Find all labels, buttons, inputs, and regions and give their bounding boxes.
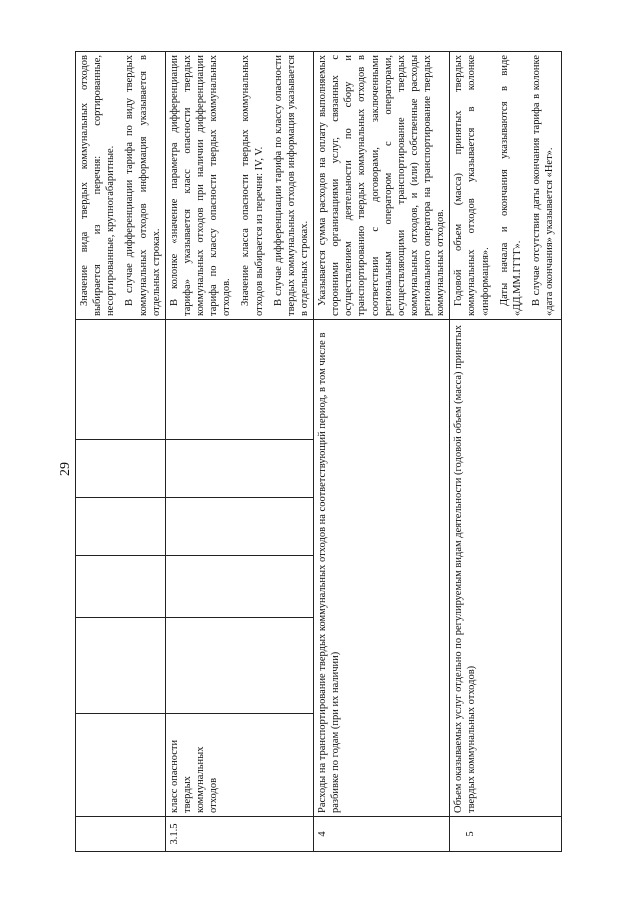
description-paragraph: В колонке «значение параметра дифференциации тарифа» указывается класс опасности твердых коммунальных отходов при наличии дифференциации тарифа по классу опасности твердых коммунальных отходов.: [168, 55, 233, 316]
row-description: [450, 52, 562, 320]
row-title: Объем оказываемых услуг отдельно по регулируемым видам деятельности (годовой объем (масса) принятых твердых коммунальных отходов): [450, 320, 562, 817]
row-description: [76, 52, 166, 320]
row-description: [314, 52, 450, 320]
row-number: 3.1.5: [165, 817, 313, 852]
row-title: класс опасности твердых коммунальных отходов: [165, 714, 313, 817]
table-cell: [165, 618, 313, 714]
table-cell: [165, 498, 313, 556]
table-cell: [165, 320, 313, 440]
description-paragraph: Значение класса опасности твердых коммунальных отходов выбирается из перечня: IV, V.: [240, 55, 265, 316]
row-description: [165, 52, 313, 320]
row-title: Расходы на транспортирование твердых коммунальных отходов на соответствующий период, в том числе в разбивке по годам (при их наличии): [314, 320, 450, 817]
description-paragraph: Указывается сумма расходов на оплату выполняемых сторонними организациями услуг, связанных с осуществлением деятельности по сбору и транспортированию твердых коммунальных отходов в соответствии с договорами, заключенными региональным оператором с операторами, осуществляющими транспортирование твердых коммунальных отходов, и (или) собственные расходы регионального оператора на транспортирование твердых коммунальных отходов.: [317, 55, 447, 316]
table-row: [314, 52, 450, 852]
table-cell: [165, 440, 313, 498]
row-number: [76, 817, 166, 852]
description-paragraph: В случае дифференциации тарифа по виду твердых коммунальных отходов информация указывается в отдельных строках.: [124, 55, 162, 316]
description-paragraph: В случае отсутствия даты окончания тарифа в колонке «дата окончания» указывается «Нет».: [530, 55, 555, 316]
table-cell: [76, 556, 166, 618]
table-cell: [76, 320, 166, 440]
description-paragraph: Даты начала и окончания указываются в виде «ДД.ММ.ГГГГ».: [498, 55, 523, 316]
row-number: 5: [450, 817, 562, 852]
tariff-table: [75, 51, 562, 852]
table-cell: [76, 440, 166, 498]
table-cell: [76, 498, 166, 556]
row-number: 4: [314, 817, 450, 852]
description-paragraph: В случае дифференциации тарифа по классу опасности твердых коммунальных отходов информация указывается в отдельных строках.: [272, 55, 310, 316]
table-row: [76, 52, 166, 852]
page-number: 29: [58, 462, 73, 476]
description-paragraph: Годовой объем (масса) принятых твердых коммунальных отходов указывается в колонке «информация».: [453, 55, 491, 316]
table-row: [450, 52, 562, 852]
table-cell: [76, 618, 166, 714]
table-row: [165, 52, 313, 852]
description-paragraph: Значение вида твердых коммунальных отходов выбирается из перечня: сортированные, несортированные, крупногабаритные.: [79, 55, 117, 316]
table-cell: [165, 556, 313, 618]
row-title: [76, 714, 166, 817]
